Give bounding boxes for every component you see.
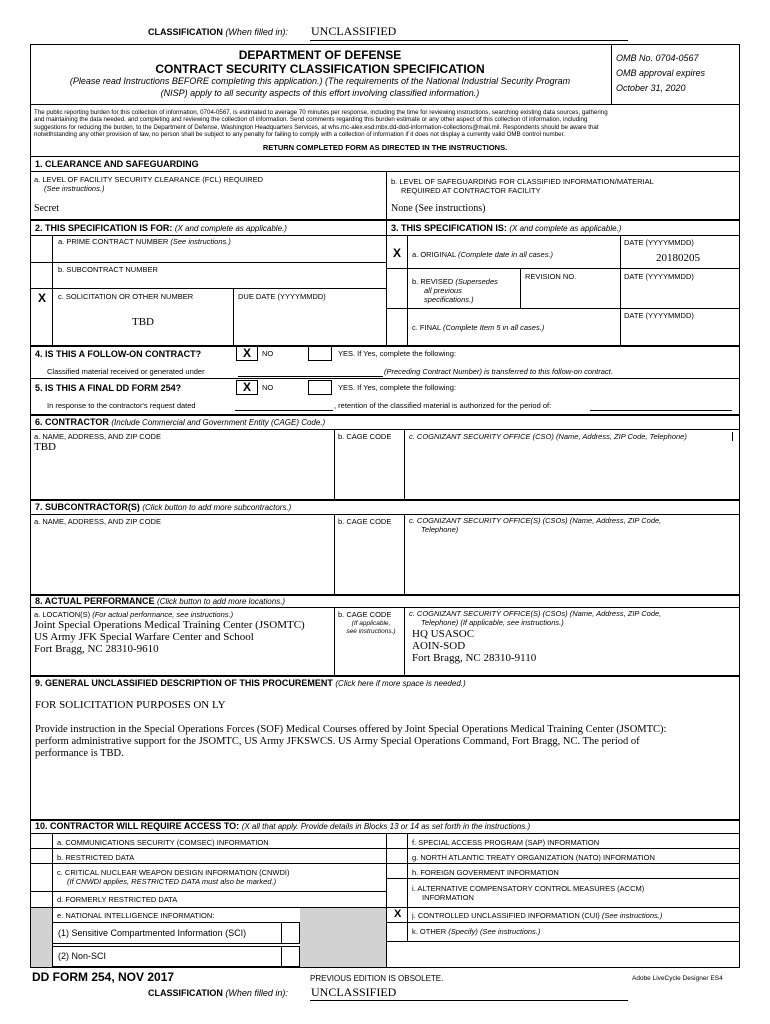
form-subtitle-1: (Please read Instructions BEFORE completing this application.) (The requirements of the National Industrial Security Program [69, 76, 571, 86]
s7a-label: a. NAME, ADDRESS, AND ZIP CODE [34, 517, 161, 526]
classification-value[interactable]: UNCLASSIFIED [311, 24, 397, 38]
s10g-label: g. NORTH ATLANTIC TREATY ORGANIZATION (NATO) INFORMATION [412, 853, 655, 862]
s2c-label: c. SOLICITATION OR OTHER NUMBER [58, 292, 194, 301]
s8c-label: c. COGNIZANT SECURITY OFFICE(S) (CSOs) (Name, Address, ZIP Code, Telephone) (If applicable, see instructions.) [409, 609, 662, 627]
section-6-heading: 6. CONTRACTOR (Include Commercial and Government Entity (CAGE) Code.) [35, 417, 326, 427]
s10k-label: k. OTHER (Specify) (See instructions.) [412, 927, 541, 936]
classification-line [310, 40, 628, 41]
location-line: US Army JFK Special Warfare Center and School [34, 631, 254, 643]
s3c-label: c. FINAL (Complete Item 5 in all cases.) [412, 323, 545, 332]
s10h-label: h. FOREIGN GOVERMENT INFORMATION [412, 868, 559, 877]
omb-number: OMB No. 0704-0567 [616, 53, 699, 63]
cso-line: HQ USASOC [412, 628, 475, 640]
s10c-label: c. CRITICAL NUCLEAR WEAPON DESIGN INFORMATION (CNWDI) (If CNWDI applies, RESTRICTED DATA must also be marked.) [57, 868, 290, 886]
solicitation-number-field[interactable]: TBD [132, 316, 154, 328]
form-number: DD FORM 254, NOV 2017 [32, 970, 175, 984]
section-4-heading: 4. IS THIS A FOLLOW-ON CONTRACT? [35, 349, 202, 359]
s4-line-2: (Preceding Contract Number) is transferred to this follow-on contract. [384, 367, 613, 376]
s5-line-1: In response to the contractor's request dated [47, 401, 196, 410]
omb-expires-label: OMB approval expires [616, 68, 706, 78]
s8a-label: a. LOCATION(S) (For actual performance, see instructions.) [34, 610, 234, 619]
original-date-field[interactable]: 20180205 [656, 252, 700, 264]
omb-expires-date: October 31, 2020 [616, 83, 686, 93]
section-10-heading: 10. CONTRACTOR WILL REQUIRE ACCESS TO: (X all that apply. Provide details in Blocks 13 or 14 as set forth in the instructions.) [35, 821, 531, 831]
adobe-designer-note: Adobe LiveCycle Designer ES4 [632, 975, 723, 982]
revision-no-label: REVISION NO. [525, 272, 577, 281]
s10j-checkbox[interactable]: X [394, 908, 402, 920]
s2c-checkbox[interactable]: X [38, 291, 47, 305]
classification-value-bottom[interactable]: UNCLASSIFIED [311, 985, 397, 999]
section-2-heading: 2. THIS SPECIFICATION IS FOR: (X and complete as applicable.) [35, 223, 287, 233]
s7b-label: b. CAGE CODE [338, 517, 392, 526]
request-date-field[interactable] [235, 410, 333, 411]
s3a-label: a. ORIGINAL (Complete date in all cases.) [412, 250, 554, 259]
s4-yes-checkbox[interactable] [308, 346, 332, 361]
s3b-label: b. REVISED (Supersedes all previous specifications.) [412, 277, 498, 304]
s6b-label: b. CAGE CODE [338, 432, 392, 441]
classification-prefix: CLASSIFICATION (When filled in): [148, 27, 288, 37]
form-title-2: CONTRACT SECURITY CLASSIFICATION SPECIFICATION [155, 62, 485, 76]
s10j-label: j. CONTROLLED UNCLASSIFIED INFORMATION (CUI) (See instructions.) [412, 911, 663, 920]
s10e2-label: (2) Non-SCI [58, 951, 107, 961]
s8b-note: (If applicable, see instructions.) [346, 620, 396, 635]
s4-no-label: NO [262, 349, 274, 358]
description-body[interactable]: Provide instruction in the Special Operations Forces (SOF) Medical Courses offered by Joint Special Operations Medical Training Center (JSOMTC): perform administrative support for the JSOMTC, US Army JFKSWCS. US Army Special Operations Command, Fort Bragg, NC. The period of performance is TBD. [35, 724, 667, 759]
s4-line-1: Classified material received or generated under [47, 367, 205, 376]
s10f-label: f. SPECIAL ACCESS PROGRAM (SAP) INFORMATION [412, 838, 600, 847]
s6a-label: a. NAME, ADDRESS, AND ZIP CODE [34, 432, 161, 441]
s10d-label: d. FORMERLY RESTRICTED DATA [57, 895, 178, 904]
previous-edition-note: PREVIOUS EDITION IS OBSOLETE. [310, 974, 444, 983]
form-title-1: DEPARTMENT OF DEFENSE [238, 48, 402, 62]
contractor-name-field[interactable]: TBD [34, 441, 56, 453]
cso-line: AOIN-SOD [412, 640, 466, 652]
s10a-label: a. COMMUNICATIONS SECURITY (COMSEC) INFORMATION [57, 838, 269, 847]
section-9-heading: 9. GENERAL UNCLASSIFIED DESCRIPTION OF THIS PROCUREMENT (Click here if more space is needed.) [35, 678, 466, 688]
s10e1-checkbox[interactable] [281, 922, 300, 944]
s10e-shading [31, 908, 52, 967]
s5-yes-label: YES. If Yes, complete the following: [338, 383, 456, 392]
performance-cso-field[interactable] [412, 628, 536, 664]
s5-no-label: NO [262, 383, 274, 392]
s2b-label: b. SUBCONTRACT NUMBER [58, 265, 158, 274]
s5-line-2: , retention of the classified material is authorized for the period of: [334, 401, 552, 410]
s1b-label: b. LEVEL OF SAFEGUARDING FOR CLASSIFIED INFORMATION/MATERIAL REQUIRED AT CONTRACTOR FACILITY [391, 177, 654, 195]
cso-line: Fort Bragg, NC 28310-9110 [412, 652, 537, 664]
s10e2-checkbox[interactable] [281, 946, 300, 967]
s4-no-checkbox[interactable]: X [236, 346, 258, 361]
section-5-heading: 5. IS THIS A FINAL DD FORM 254? [35, 383, 182, 393]
location-line: Fort Bragg, NC 28310-9610 [34, 643, 159, 655]
section-7-heading: 7. SUBCONTRACTOR(S) (Click button to add more subcontractors.) [35, 502, 292, 512]
retention-period-field[interactable] [590, 410, 732, 411]
s5-no-checkbox[interactable]: X [236, 380, 258, 395]
burden-statement: The public reporting burden for this collection of information, 0704-0567, is estimated to average 70 minutes per response, including the time for reviewing instructions, searching existing data sources, gathering and maintaining the data needed, and completing and reviewing the collection of information. Send comments regarding this burden estimate or any other aspect of this collection of information, including suggestions for reducing the burden, to the Department of Defense, Washington Headquarters Services, at whs.mc-alex.esd.mbx.dd-dod-information-collections@mail.mil. Respondents should be aware that notwithstanding any other provision of law, no person shall be subject to any penalty for failing to comply with a collection of information if it does not display a currently valid OMB control number. [34, 109, 608, 139]
location-line: Joint Special Operations Medical Training Center (JSOMTC) [34, 619, 305, 631]
due-date-label: DUE DATE (YYYYMMDD) [238, 292, 326, 301]
s3b-date-label: DATE (YYYYMMDD) [624, 272, 694, 281]
s3c-date-label: DATE (YYYYMMDD) [624, 311, 694, 320]
classification-prefix-bottom: CLASSIFICATION (When filled in): [148, 988, 288, 998]
fcl-level-field[interactable]: Secret [34, 203, 59, 214]
s6c-label: c. COGNIZANT SECURITY OFFICE (CSO) (Name, Address, ZIP Code, Telephone) [409, 432, 733, 441]
s2a-label: a. PRIME CONTRACT NUMBER (See instructions.) [58, 237, 231, 246]
section-1-heading: 1. CLEARANCE AND SAFEGUARDING [35, 159, 199, 169]
s8b-label: b. CAGE CODE [338, 610, 392, 619]
performance-location-field[interactable] [34, 619, 305, 655]
form-subtitle-2: (NISP) apply to all security aspects of this effort involving classified information.) [160, 88, 480, 98]
section-8-heading: 8. ACTUAL PERFORMANCE (Click button to add more locations.) [35, 596, 286, 606]
s10e-label: e. NATIONAL INTELLIGENCE INFORMATION: [57, 911, 215, 920]
safeguarding-level-field[interactable]: None (See instructions) [391, 203, 486, 214]
s10b-label: b. RESTRICTED DATA [57, 853, 135, 862]
s10i-label: i. ALTERNATIVE COMPENSATORY CONTROL MEASURES (ACCM) INFORMATION [412, 884, 645, 902]
return-instructions: RETURN COMPLETED FORM AS DIRECTED IN THE INSTRUCTIONS. [262, 143, 508, 152]
s3a-checkbox[interactable]: X [393, 246, 402, 260]
section-3-heading: 3. THIS SPECIFICATION IS: (X and complete as applicable.) [391, 223, 622, 233]
preceding-contract-field[interactable] [238, 376, 383, 377]
s3a-date-label: DATE (YYYYMMDD) [624, 238, 694, 247]
s4-yes-label: YES. If Yes, complete the following: [338, 349, 456, 358]
description-line-1[interactable]: FOR SOLICITATION PURPOSES ON LY [35, 699, 226, 711]
s7c-label: c. COGNIZANT SECURITY OFFICE(S) (CSOs) (Name, Address, ZIP Code, Telephone) [409, 516, 662, 534]
s5-yes-checkbox[interactable] [308, 380, 332, 395]
s1a-label: a. LEVEL OF FACILITY SECURITY CLEARANCE (FCL) REQUIRED (See instructions.) [34, 175, 264, 193]
s10e-shading-right [300, 908, 386, 967]
s10e1-label: (1) Sensitive Compartmented Information (SCI) [58, 928, 247, 938]
